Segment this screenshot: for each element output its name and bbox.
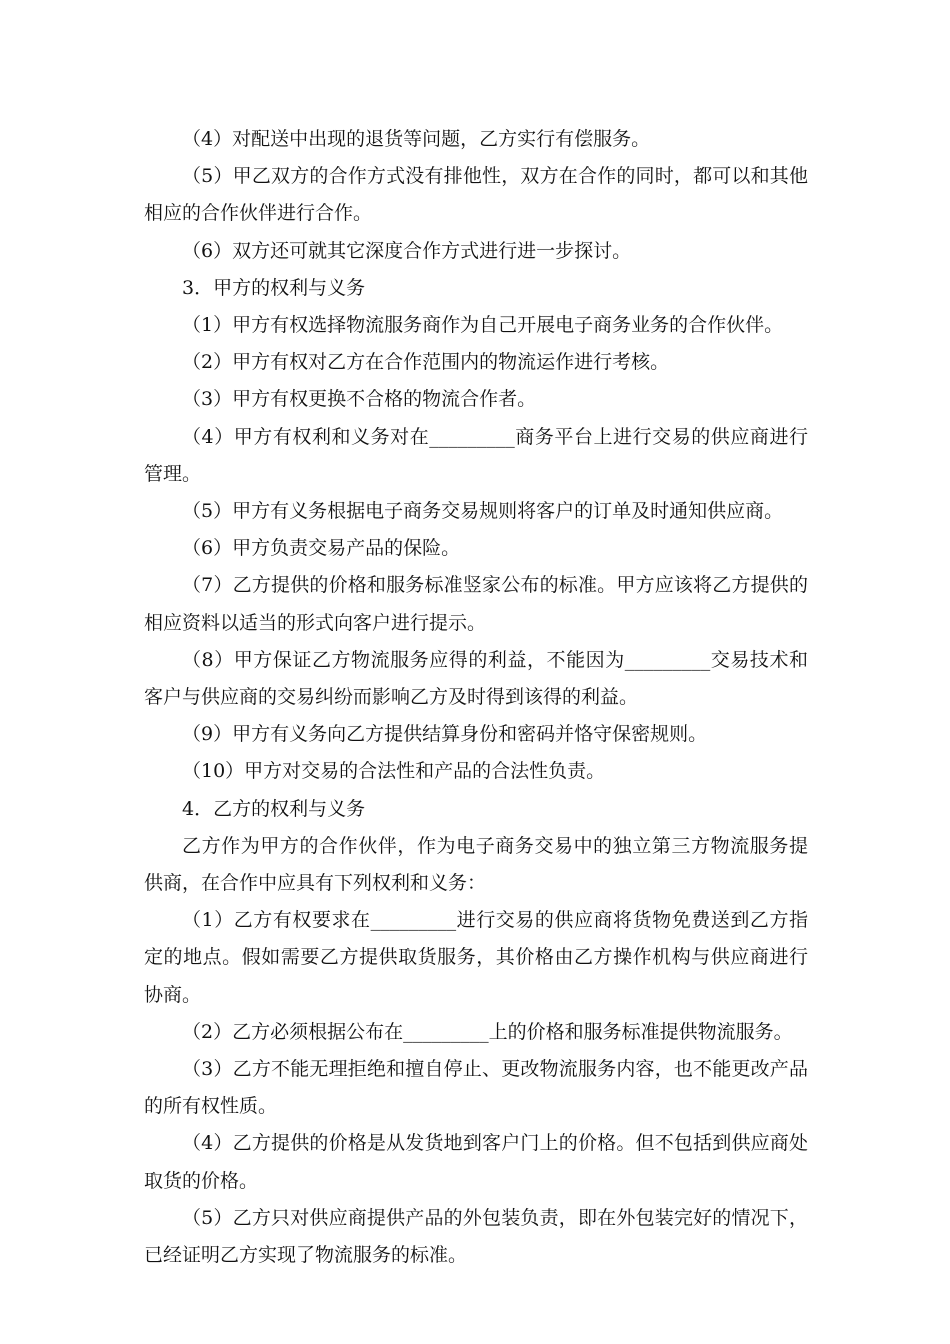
party-a-clause-5: （5）甲方有义务根据电子商务交易规则将客户的订单及时通知供应商。: [182, 500, 784, 523]
party-a-clause-4: （4）甲方有权利和义务对在_________商务平台上进行交易的供应商进行管理。: [144, 425, 808, 485]
party-a-clause-8: （8）甲方保证乙方物流服务应得的利益，不能因为_________交易技术和客户与供应商的交易纠纷而影响乙方及时得到该得的利益。: [144, 648, 808, 709]
party-b-clause-3: （3）乙方不能无理拒绝和擅自停止、更改物流服务内容，也不能更改产品的所有权性质。: [144, 1058, 808, 1118]
party-a-clause-9: （9）甲方有义务向乙方提供结算身份和密码并恪守保密规则。: [182, 723, 708, 746]
party-b-clause-2: （2）乙方必须根据公布在_________上的价格和服务标准提供物流服务。: [182, 1020, 793, 1043]
party-a-clause-7: （7）乙方提供的价格和服务标准竖家公布的标准。甲方应该将乙方提供的相应资料以适当的形式向客户进行提示。: [144, 574, 808, 634]
clause-4-6: （6）双方还可就其它深度合作方式进行进一步探讨。: [182, 239, 632, 262]
party-b-intro: 乙方作为甲方的合作伙伴，作为电子商务交易中的独立第三方物流服务提供商，在合作中应具有下列权利和义务：: [144, 834, 808, 895]
party-a-clause-6: （6）甲方负责交易产品的保险。: [182, 537, 461, 560]
party-b-clause-1: （1）乙方有权要求在_________进行交易的供应商将货物免费送到乙方指定的地点。假如需要乙方提供取货服务，其价格由乙方操作机构与供应商进行协商。: [144, 909, 808, 1006]
party-a-clause-2: （2）甲方有权对乙方在合作范围内的物流运作进行考核。: [182, 351, 670, 374]
clause-4-4: （4）对配送中出现的退货等问题，乙方实行有偿服务。: [182, 128, 651, 150]
party-b-clause-5: （5）乙方只对供应商提供产品的外包装负责，即在外包装完好的情况下，已经证明乙方实现了物流服务的标准。: [144, 1206, 808, 1267]
clause-4-5: （5）甲乙双方的合作方式没有排他性，双方在合作的同时，都可以和其他相应的合作伙伴进行合作。: [144, 165, 808, 225]
section-heading-party-b: 4．乙方的权利与义务: [182, 797, 366, 820]
party-b-clause-4: （4）乙方提供的价格是从发货地到客户门上的价格。但不包括到供应商处取货的价格。: [144, 1132, 808, 1192]
party-a-clause-10: （10）甲方对交易的合法性和产品的合法性负责。: [182, 760, 606, 783]
section-heading-party-a: 3．甲方的权利与义务: [182, 276, 366, 299]
party-a-clause-3: （3）甲方有权更换不合格的物流合作者。: [182, 388, 537, 411]
document-body: [144, 121, 808, 1274]
party-a-clause-1: （1）甲方有权选择物流服务商作为自己开展电子商务业务的合作伙伴。: [182, 314, 784, 337]
